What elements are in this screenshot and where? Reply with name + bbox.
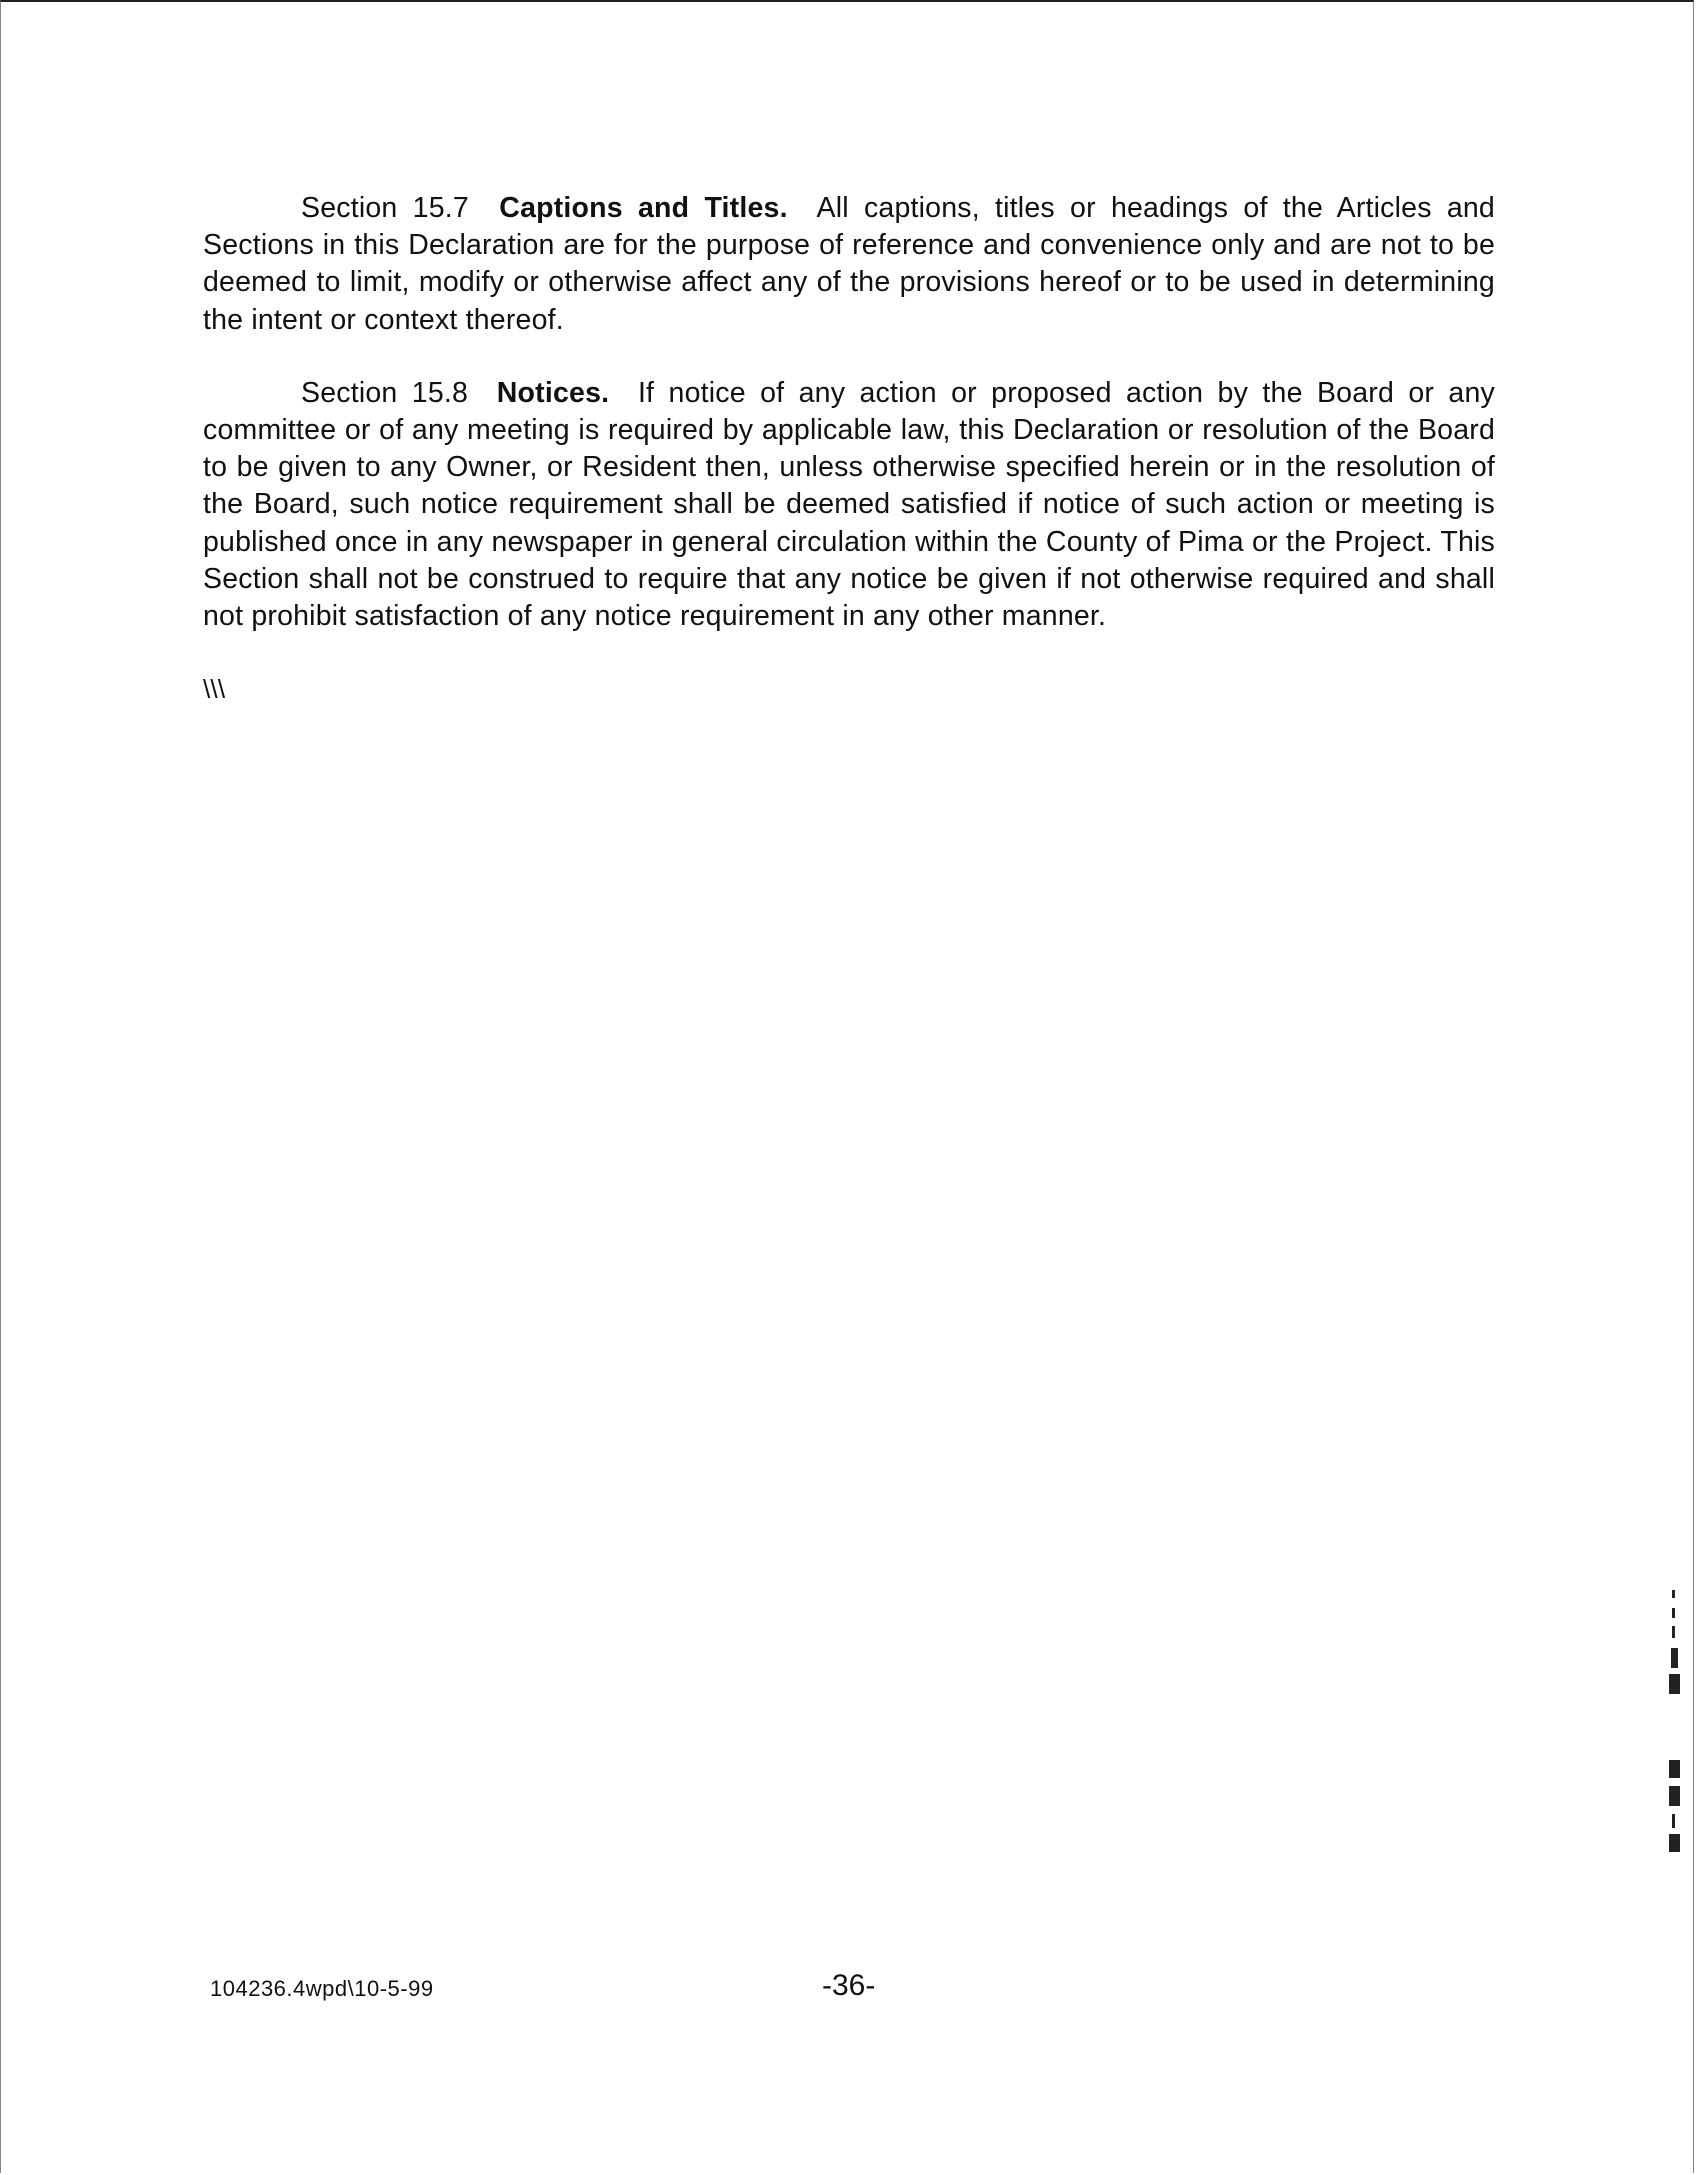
document-body: [203, 190, 1495, 708]
recording-stamp: [1662, 1590, 1686, 1930]
section-label: Section 15.8: [301, 376, 469, 409]
section-15-8: [203, 375, 1495, 635]
page-number: -36-: [822, 1969, 876, 2002]
section-text: If notice of any action or proposed action by the Board or any committee or of any meeting is required by applicable law, this Declaration or resolution of the Board to be given to any Owner, or Resident then, unless otherwise specified herein or in the resolution of the Board, such notice requirement shall be deemed satisfied if notice of such action or meeting is published once in any newspaper in general circulation within the County of Pima or the Project. This Section shall not be construed to require that any notice be given if not otherwise required and shall not prohibit satisfaction of any notice requirement in any other manner.: [203, 376, 1495, 633]
section-text: All captions, titles or headings of the Articles and Sections in this Declaration are for the purpose of reference and convenience only and are not to be deemed to limit, modify or otherwise affect any of the provisions hereof or to be used in determining the intent or context thereof.: [203, 192, 1495, 336]
section-heading: Captions and Titles.: [499, 192, 788, 224]
document-id: 104236.4wpd\10-5-99: [210, 1976, 434, 2001]
section-label: Section 15.7: [301, 192, 469, 224]
section-heading: Notices.: [496, 376, 610, 409]
section-15-7: [203, 190, 1495, 339]
continuation-mark: \\\: [203, 674, 226, 705]
